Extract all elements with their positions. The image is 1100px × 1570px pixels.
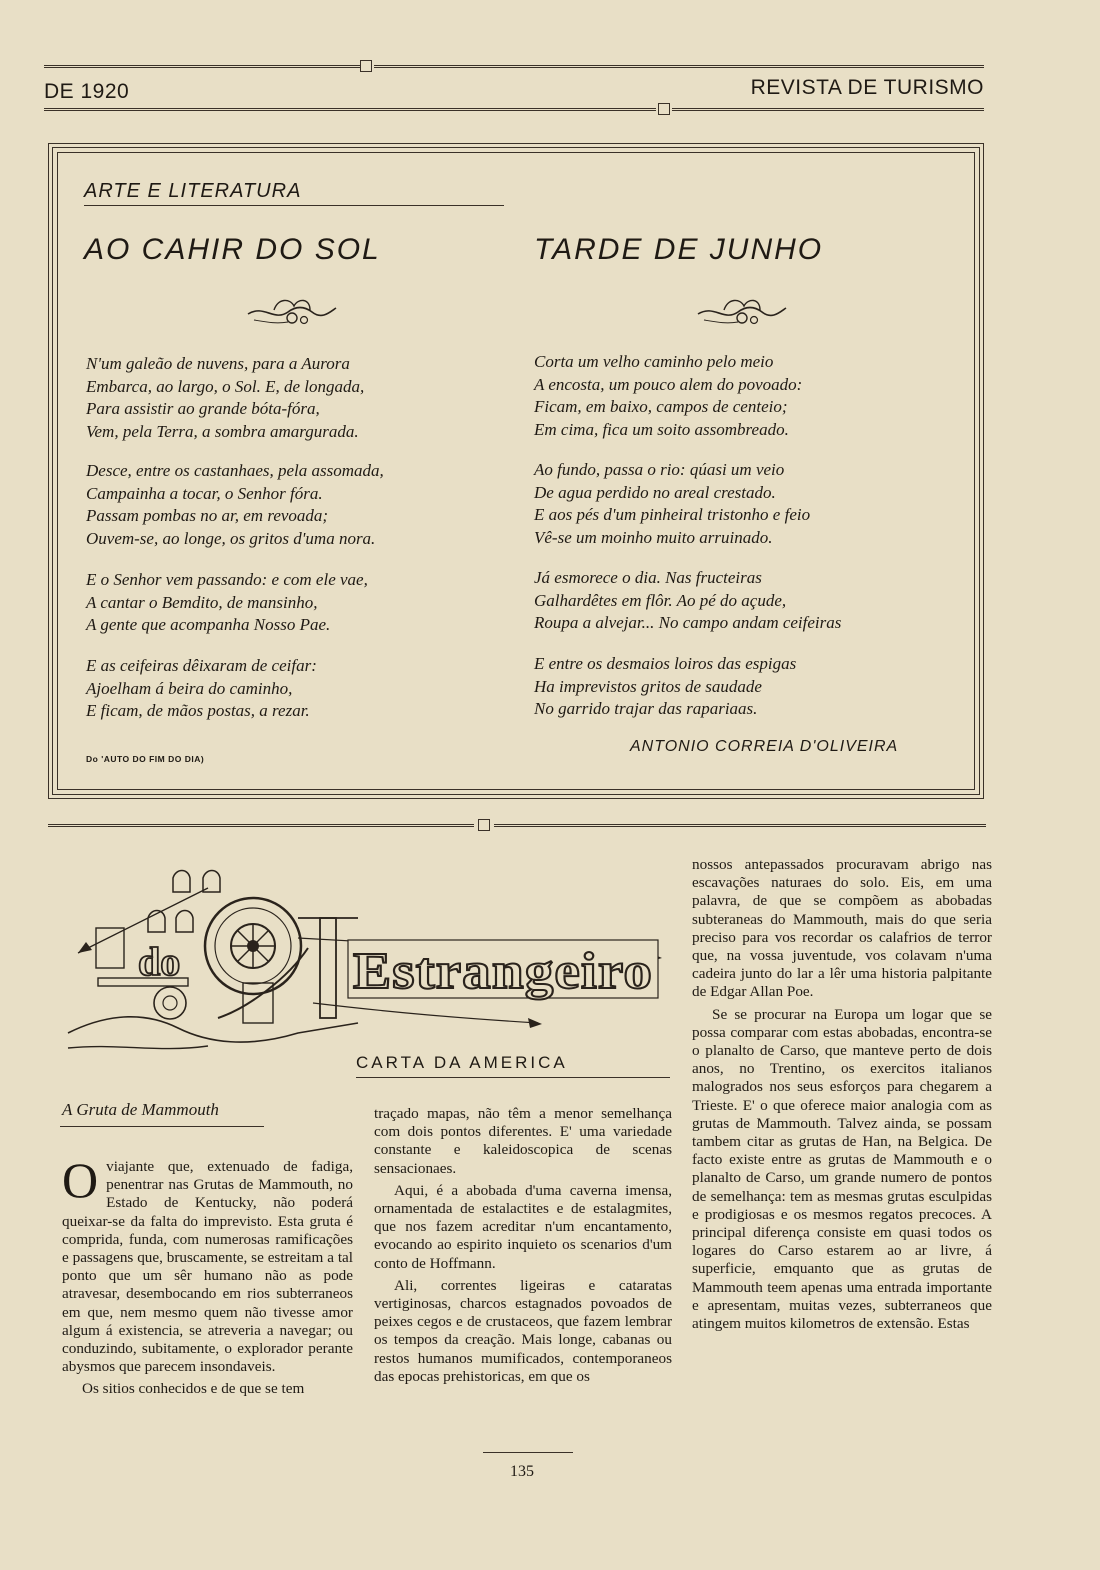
dropcap: O (62, 1152, 99, 1208)
poem1-stanza-2 (86, 460, 384, 550)
flourish-ornament (244, 292, 340, 328)
article-column-1 (62, 1152, 353, 1399)
paragraph: Ali, correntes ligeiras e cataratas vertiginosas, charcos estagnados povoados de peixes cegos e de crustaceos, que fazem lembrar os tempos da creação. Mais longe, cabanas ou restos humanos mumificados, contemporaneos das epocas prehistoricas, em que os (374, 1276, 672, 1385)
page-number-rule (483, 1452, 573, 1453)
poem-line: Roupa a alvejar... No campo andam ceifeiras (534, 613, 842, 632)
top-rule-right (374, 65, 984, 68)
poem-line: De agua perdido no areal crestado. (534, 482, 776, 502)
poem-line: Corta um velho caminho pelo meio (534, 352, 774, 371)
poem2-title: TARDE DE JUNHO (534, 233, 824, 266)
poem-line: Em cima, fica um soito assombreado. (534, 419, 789, 439)
article-kicker: CARTA DA AMERICA (356, 1053, 568, 1072)
poem-line: Vem, pela Terra, a sombra amargurada. (86, 421, 359, 441)
banner-word-estrangeiro: Estrangeiro (353, 943, 653, 1000)
paragraph: Aqui, é a abobada d'uma caverna imensa, ornamentada de estalactites e de estalagmites, que nos fazem acreditar n'um encantamento, evocando ao espirito inquieto os scenarios d'um conto de Hoffmann. (374, 1181, 672, 1272)
paragraph: traçado mapas, não têm a menor semelhança com dois pontos diferentes. E' uma variedade constante e kaleidoscopica de scenas sensacionaes. (374, 1105, 672, 1177)
poem1-title: AO CAHIR DO SOL (84, 233, 381, 266)
poem-line: E aos pés d'um pinheiral tristonho e feio (534, 505, 811, 524)
poem-line: Para assistir ao grande bóta-fóra, (86, 399, 320, 418)
poem-line: Ajoelham á beira do caminho, (86, 678, 293, 698)
poem1-source: Do 'AUTO DO FIM DO DIA) (86, 754, 205, 764)
banner-word-do: do (138, 939, 181, 984)
poem-line: Vê-se um moinho muito arruinado. (534, 527, 773, 547)
poem-line: N'um galeão de nuvens, para a Aurora (86, 354, 350, 373)
poem-line: E as ceifeiras dêixaram de ceifar: (86, 656, 317, 675)
poem-line: Já esmorece o dia. Nas fructeiras (534, 568, 762, 587)
poem-line: Ficam, em baixo, campos de centeio; (534, 397, 788, 416)
poem2-author: ANTONIO CORREIA D'OLIVEIRA (630, 738, 899, 755)
kicker-underline (356, 1077, 670, 1078)
poem2-stanza-1 (534, 351, 802, 441)
poem2-stanza-2 (534, 459, 810, 549)
article-column-3 (692, 856, 992, 1333)
poem-line: A cantar o Bemdito, de mansinho, (86, 592, 318, 612)
header-date: DE 1920 (44, 80, 130, 103)
square-ornament (658, 103, 670, 115)
title-underline (60, 1126, 264, 1127)
article-title: A Gruta de Mammouth (62, 1100, 219, 1119)
paragraph: Se se procurar na Europa um logar que se possa comparar com estas abobadas, encontra-se o planalto de Carso, que manteve perto de dois anos, no Trentino, os exercitos italianos malogrados nos seus esforços para chegarem a Trieste. E' o que oferece maior analogia com as grutas de Mammouth. Talvez ainda, se possam tambem citar as grutas de Han, na Belgica. De facto existe entre as grutas de Mammouth e o planalto de Carso, um grande numero de pontos de semelhança: tem as mesmas grutas esculpidas e prodigiosas e os mesmos regatos precoces. A principal diferença consiste em quasi todos os logares do Carso estarem ao ar livre, á superficie, emquanto que as grutas de Mammouth teem apenas uma entrada importante e apresentam, muitas vezes, subterraneos que atingem muitos kilometros de extensão. Estas (692, 1005, 992, 1333)
poem-line: E entre os desmaios loiros das espigas (534, 654, 797, 673)
article-column-2 (374, 1105, 672, 1386)
poem1-stanza-1 (86, 353, 364, 443)
poem-line: E ficam, de mãos postas, a rezar. (86, 701, 310, 720)
top-rule-left (44, 65, 360, 68)
banner-illustration (58, 858, 680, 1073)
header-rule-right (672, 108, 984, 111)
square-ornament (478, 819, 490, 831)
poem-line: Ouvem-se, ao longe, os gritos d'uma nora. (86, 528, 376, 548)
poem-line: A gente que acompanha Nosso Pae. (86, 615, 331, 634)
section-underline (84, 205, 504, 206)
poem-line: E o Senhor vem passando: e com ele vae, (86, 570, 368, 589)
poem-line: No garrido trajar das rapariaas. (534, 699, 758, 718)
poem-line: Campainha a tocar, o Senhor fóra. (86, 483, 323, 503)
poem1-stanza-4 (86, 655, 317, 723)
paragraph: Os sitios conhecidos e de que se tem (82, 1380, 305, 1398)
poem1-stanza-3 (86, 569, 368, 637)
flourish-ornament (694, 292, 790, 328)
page-number: 135 (510, 1463, 534, 1480)
header-magazine-title: REVISTA DE TURISMO (750, 76, 984, 99)
poem-line: Passam pombas no ar, em revoada; (86, 506, 329, 525)
poem-line: Embarca, ao largo, o Sol. E, de longada, (86, 376, 365, 396)
poem-line: A encosta, um pouco alem do povoado: (534, 374, 803, 394)
section-divider-right (494, 824, 986, 827)
poem-line: Galhardêtes em flôr. Ao pé do açude, (534, 590, 787, 610)
poem-line: Ha imprevistos gritos de saudade (534, 676, 762, 696)
section-divider-left (48, 824, 474, 827)
poem2-stanza-4 (534, 653, 796, 721)
paragraph: nossos antepassados procuravam abrigo nas escavações naturaes do solo. Eis, em uma palavra, de que se compõem as abobadas subteraneas do Mammouth, mais do que seria preciso para vos recordar os calafrios de terror que, na vossa juventude, vos colavam n'uma cadeira junto do lar a lêr uma historia palpitante de Edgar Allan Poe. (692, 856, 992, 1001)
header-rule-left (44, 108, 656, 111)
poem-line: Ao fundo, passa o rio: qúasi um veio (534, 460, 785, 479)
square-ornament (360, 60, 372, 72)
poem-line: Desce, entre os castanhaes, pela assomada, (86, 461, 384, 480)
paragraph: viajante que, extenuado de fadiga, penentrar nas Grutas de Mammouth, no Estado de Kentucky, não poderá queixar-se da falta do imprevisto. Esta gruta é comprida, funda, com numerosas ramificações e passagens que, bruscamente, se estreitam a tal ponto que um sêr humano não as pode atravesar, desembocando em rios subterraneos em que, nem mesmo quem não tivesse amor algum á existencia, se atreveria a navegar; ou conduzindo, subitamente, o explorador perante abysmos que parecem insondaveis. (62, 1158, 353, 1376)
section-title: ARTE E LITERATURA (84, 180, 302, 202)
poem2-stanza-3 (534, 567, 841, 635)
